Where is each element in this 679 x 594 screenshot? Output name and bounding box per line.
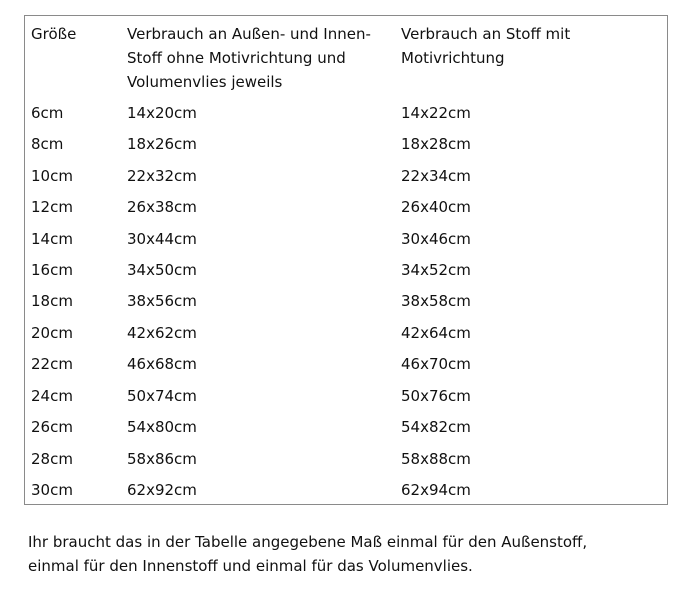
table-row-12-size: 12cm	[31, 198, 73, 216]
table-row-14-size: 14cm	[31, 230, 73, 248]
table-row-14-plain: 30x44cm	[127, 230, 197, 248]
table-row-8-plain: 18x26cm	[127, 135, 197, 153]
table-row-16-directional: 34x52cm	[401, 261, 471, 279]
table-row-16-plain: 34x50cm	[127, 261, 197, 279]
header-consumption-with-direction	[401, 22, 570, 70]
header-col2-line-2: Stoff ohne Motivrichtung und	[127, 49, 346, 67]
usage-note-line-1: Ihr braucht das in der Tabelle angegebene Maß einmal für den Außenstoff,	[28, 533, 588, 551]
table-row-24-directional: 50x76cm	[401, 387, 471, 405]
usage-note-line-2: einmal für den Innenstoff und einmal für das Volumenvlies.	[28, 557, 473, 575]
table-row-18-plain: 38x56cm	[127, 292, 197, 310]
usage-note	[28, 530, 668, 578]
table-row-6-size: 6cm	[31, 104, 64, 122]
table-row-12-plain: 26x38cm	[127, 198, 197, 216]
table-row-10-size: 10cm	[31, 167, 73, 185]
table-row-18-size: 18cm	[31, 292, 73, 310]
table-row-20-directional: 42x64cm	[401, 324, 471, 342]
table-row-28-directional: 58x88cm	[401, 450, 471, 468]
table-row-28-size: 28cm	[31, 450, 73, 468]
table-row-26-size: 26cm	[31, 418, 73, 436]
table-row-6-plain: 14x20cm	[127, 104, 197, 122]
table-row-14-directional: 30x46cm	[401, 230, 471, 248]
table-row-30-directional: 62x94cm	[401, 481, 471, 499]
table-row-6-directional: 14x22cm	[401, 104, 471, 122]
table-row-26-directional: 54x82cm	[401, 418, 471, 436]
table-row-30-plain: 62x92cm	[127, 481, 197, 499]
header-col3-line-1: Verbrauch an Stoff mit	[401, 25, 571, 43]
table-row-16-size: 16cm	[31, 261, 73, 279]
table-row-20-size: 20cm	[31, 324, 73, 342]
table-row-10-plain: 22x32cm	[127, 167, 197, 185]
table-row-28-plain: 58x86cm	[127, 450, 197, 468]
table-row-20-plain: 42x62cm	[127, 324, 197, 342]
table-row-22-plain: 46x68cm	[127, 355, 197, 373]
size-table	[24, 15, 668, 505]
table-row-8-directional: 18x28cm	[401, 135, 471, 153]
table-row-18-directional: 38x58cm	[401, 292, 471, 310]
table-row-8-size: 8cm	[31, 135, 64, 153]
table-row-22-directional: 46x70cm	[401, 355, 471, 373]
table-row-22-size: 22cm	[31, 355, 73, 373]
table-row-26-plain: 54x80cm	[127, 418, 197, 436]
header-consumption-without-direction	[127, 22, 371, 94]
header-col2-line-1: Verbrauch an Außen- und Innen-	[127, 25, 371, 43]
header-col3-line-2: Motivrichtung	[401, 49, 505, 67]
header-col2-line-3: Volumenvlies jeweils	[127, 73, 283, 91]
table-row-30-size: 30cm	[31, 481, 73, 499]
header-size: Größe	[31, 25, 77, 43]
table-row-24-size: 24cm	[31, 387, 73, 405]
table-row-24-plain: 50x74cm	[127, 387, 197, 405]
table-row-10-directional: 22x34cm	[401, 167, 471, 185]
table-row-12-directional: 26x40cm	[401, 198, 471, 216]
